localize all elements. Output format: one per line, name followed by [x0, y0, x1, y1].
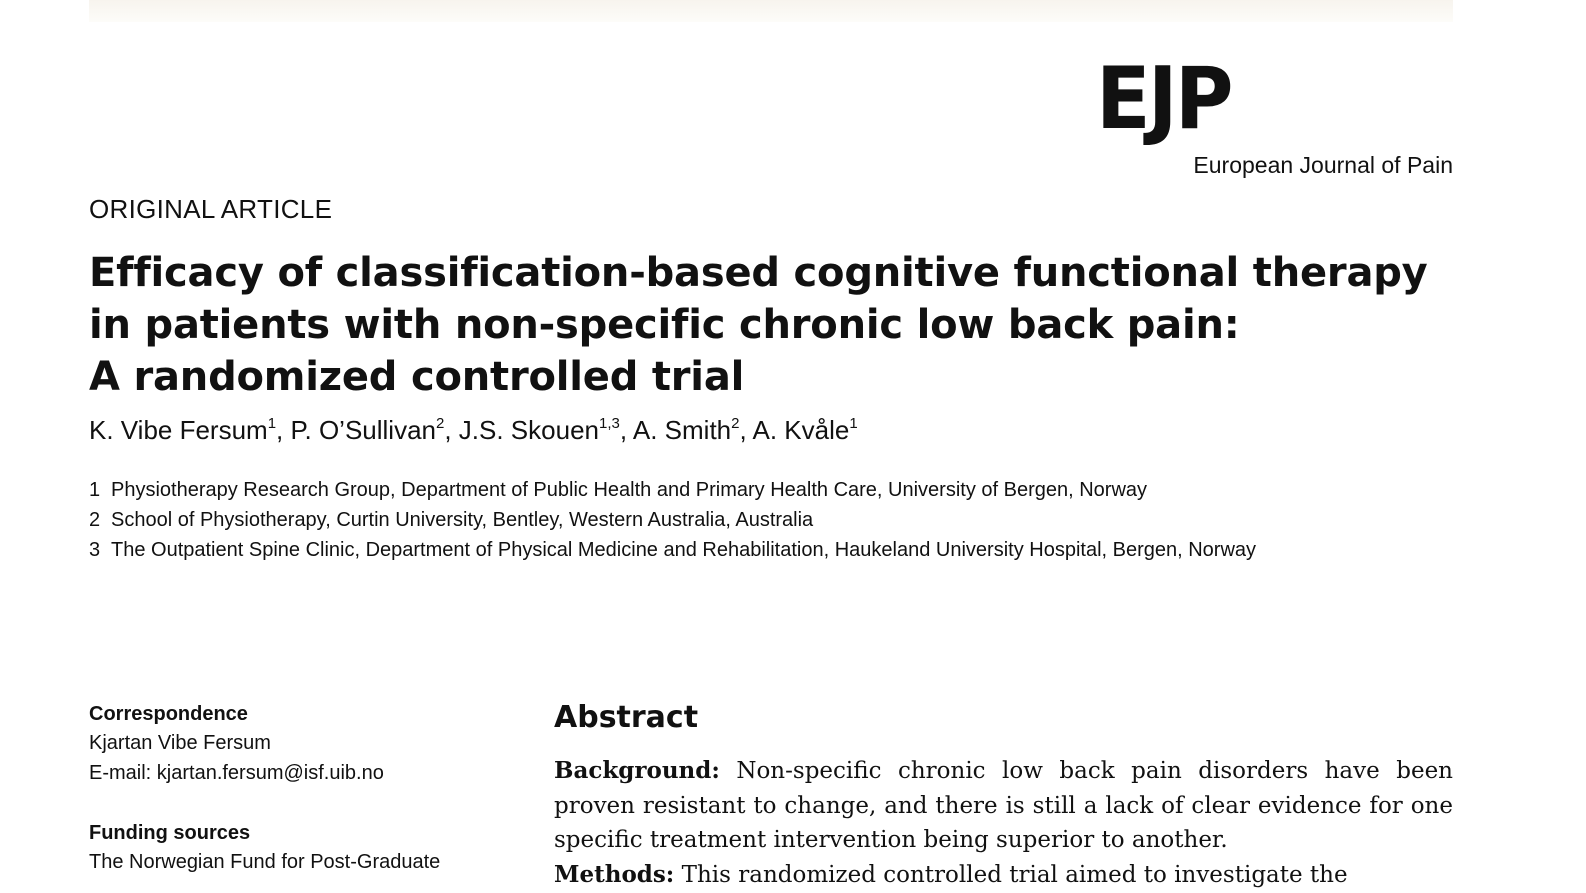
affiliation-item — [89, 535, 1256, 565]
abstract-methods — [554, 858, 1453, 893]
journal-name: European Journal of Pain — [1193, 152, 1453, 178]
author-name: A. Smith — [632, 415, 732, 445]
article-title — [89, 247, 1428, 403]
affiliation-item — [89, 475, 1256, 505]
methods-label: Methods: — [554, 860, 675, 888]
funding-text: The Norwegian Fund for Post-Graduate — [89, 851, 441, 873]
abstract-section — [554, 700, 1453, 892]
title-line: A randomized controlled trial — [89, 354, 745, 400]
author-affiliation-mark: 1 — [849, 415, 858, 432]
methods-text: This randomized controlled trial aimed to investigate the — [674, 861, 1348, 888]
author-name: A. Kvåle — [752, 415, 850, 445]
affiliation-number: 2 — [89, 509, 101, 531]
author-list: K. Vibe Fersum$^1$, P. O’Sullivan$^2$, J.S. Skouen$^{1,3}$, A. Smith$^2$, A. Kvåle$^1$ — [89, 415, 858, 445]
background-label: Background: — [554, 757, 720, 784]
affiliation-item — [89, 505, 1256, 535]
affiliation-text: School of Physiotherapy, Curtin University, Bentley, Western Australia, Australia — [111, 509, 814, 531]
correspondence-heading: Correspondence — [89, 703, 248, 725]
abstract-heading: Abstract — [554, 700, 699, 735]
article-sidebar — [89, 700, 509, 877]
funding-heading: Funding sources — [89, 822, 251, 844]
affiliation-number: 3 — [89, 539, 101, 561]
affiliation-text: The Outpatient Spine Clinic, Department of Physical Medicine and Rehabilitation, Haukeland University Hospital, Bergen, Norway — [111, 539, 1257, 561]
abstract-background — [554, 754, 1453, 858]
author-name: J.S. Skouen — [458, 415, 599, 445]
correspondence-email[interactable]: E-mail: kjartan.fersum@isf.uib.no — [89, 762, 384, 784]
title-line: in patients with non-specific chronic low back pain: — [89, 302, 1240, 348]
author-affiliation-mark: 1,3 — [599, 415, 620, 432]
author-affiliation-mark: 1 — [267, 415, 277, 432]
page-top-band — [89, 0, 1453, 22]
title-line: Efficacy of classification-based cognitive functional therapy — [89, 250, 1428, 296]
author-affiliation-mark: 2 — [731, 415, 740, 432]
affiliation-text: Physiotherapy Research Group, Department of Public Health and Primary Health Care, University of Bergen, Norway — [111, 479, 1148, 501]
journal-logo: EJP — [1096, 49, 1231, 149]
affiliation-list — [89, 475, 1256, 565]
background-text: Non-specific chronic low back pain disorders have been proven resistant to change, and there is still a lack of clear evidence for one specific treatment intervention being superior to another. — [554, 758, 1453, 853]
author-name: P. O’Sullivan — [290, 415, 436, 445]
affiliation-number: 1 — [89, 479, 101, 501]
author-name: K. Vibe Fersum — [89, 415, 268, 445]
correspondence-name: Kjartan Vibe Fersum — [89, 732, 271, 754]
author-affiliation-mark: 2 — [436, 415, 445, 432]
article-type: ORIGINAL ARTICLE — [89, 194, 333, 224]
